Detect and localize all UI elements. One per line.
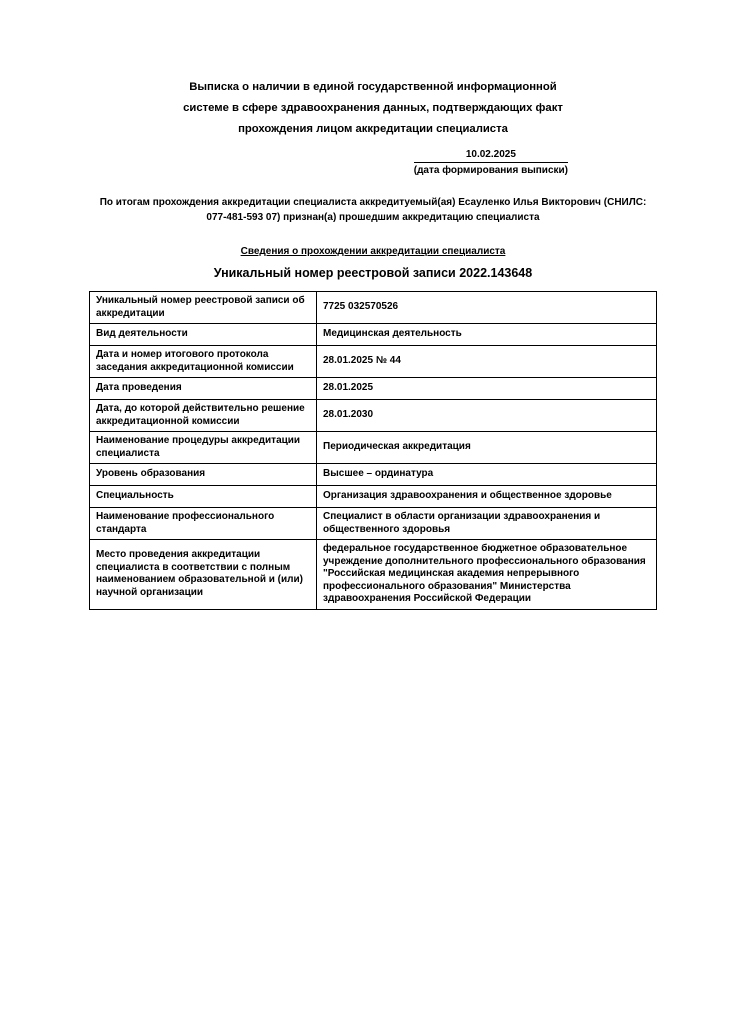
section-heading: Сведения о прохождении аккредитации специалиста [240, 246, 506, 257]
table-row-specialty [90, 486, 657, 508]
row-label: Специальность [90, 486, 317, 508]
table-row-education-level [90, 464, 657, 486]
row-value: Организация здравоохранения и общественное здоровье [317, 486, 657, 508]
table-row-registry-number [90, 292, 657, 324]
row-label: Дата и номер итогового протокола заседания аккредитационной комиссии [90, 346, 317, 378]
date-block [88, 148, 658, 177]
document-title: Выписка о наличии в единой государственной информационной системе в сфере здравоохранения данных, подтверждающих факт прохождения лицом аккредитации специалиста [183, 81, 563, 135]
row-label: Наименование процедуры аккредитации специалиста [90, 432, 317, 464]
row-value: Специалист в области организации здравоохранения и общественного здоровья [317, 508, 657, 540]
accreditation-table [89, 291, 657, 610]
table-row-valid-until-date [90, 400, 657, 432]
row-label: Уникальный номер реестровой записи об аккредитации [90, 292, 317, 324]
extract-formation-date: 10.02.2025 [414, 148, 568, 163]
row-value: 28.01.2025 № 44 [317, 346, 657, 378]
row-value: 7725 032570526 [317, 292, 657, 324]
table-row-accreditation-place [90, 540, 657, 610]
date-box [414, 148, 568, 177]
row-label: Место проведения аккредитации специалиста в соответствии с полным наименованием образовательной и (или) научной организации [90, 540, 317, 610]
row-value: Периодическая аккредитация [317, 432, 657, 464]
registry-number-heading: Уникальный номер реестровой записи 2022.143648 [213, 266, 533, 280]
row-value: Медицинская деятельность [317, 324, 657, 346]
row-label: Уровень образования [90, 464, 317, 486]
table-row-protocol-date-number [90, 346, 657, 378]
table-row-activity-type [90, 324, 657, 346]
row-label: Наименование профессионального стандарта [90, 508, 317, 540]
table-row-conduct-date [90, 378, 657, 400]
row-value: Высшее – ординатура [317, 464, 657, 486]
row-value: 28.01.2025 [317, 378, 657, 400]
row-label: Дата проведения [90, 378, 317, 400]
intro-paragraph: По итогам прохождения аккредитации специалиста аккредитуемый(ая) Есауленко Илья Викторович (СНИЛС: 077-481-593 07) признан(а) прошедшим аккредитацию специалиста [99, 197, 647, 223]
date-caption: (дата формирования выписки) [413, 165, 568, 176]
row-value: 28.01.2030 [317, 400, 657, 432]
row-label: Вид деятельности [90, 324, 317, 346]
row-value: федеральное государственное бюджетное образовательное учреждение дополнительного профессионального образования "Российская медицинская академия непрерывного профессионального образования" Министерства здравоохранения Российской Федерации [317, 540, 657, 610]
table-row-procedure-name [90, 432, 657, 464]
table-row-professional-standard [90, 508, 657, 540]
row-label: Дата, до которой действительно решение аккредитационной комиссии [90, 400, 317, 432]
